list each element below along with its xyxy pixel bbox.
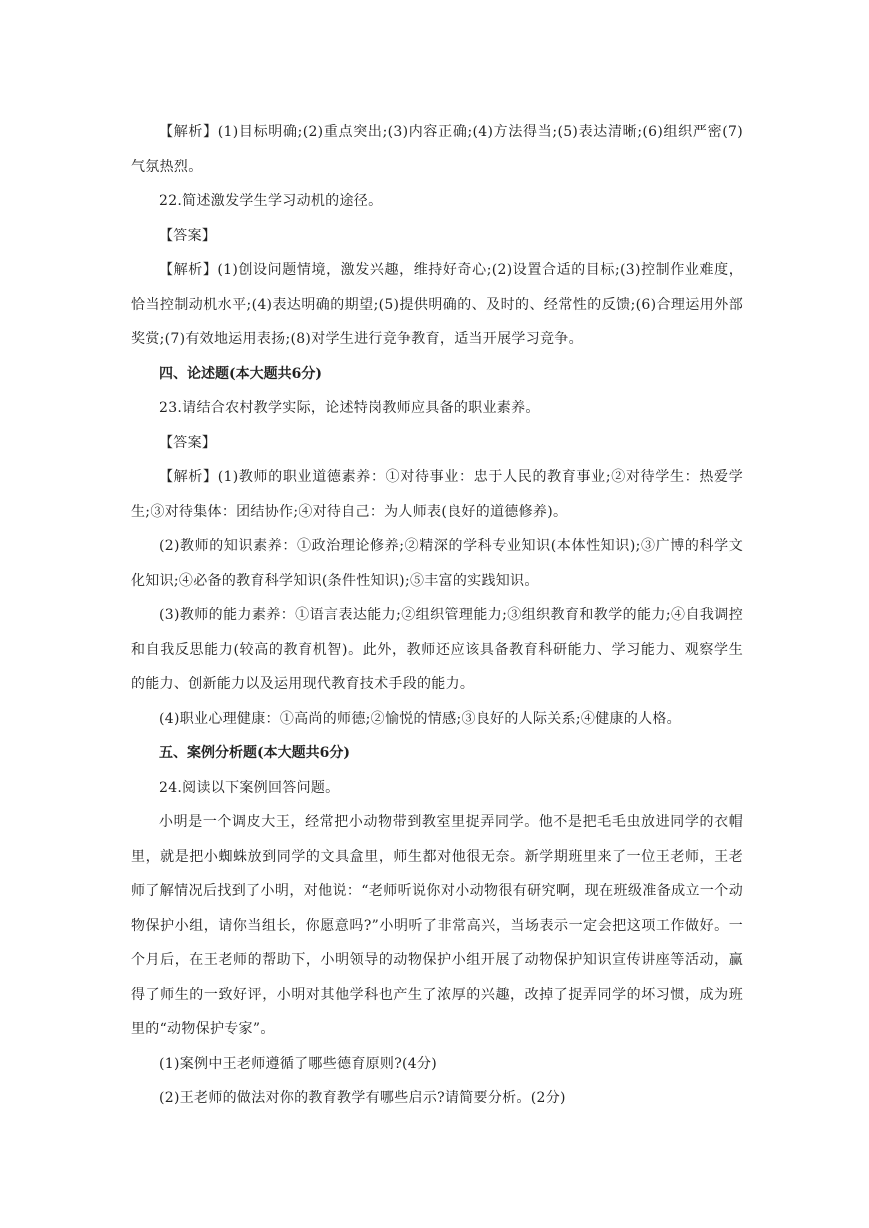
- answer-analysis-23-part3: (3)教师的能力素养：①语言表达能力;②组织管理能力;③组织教育和教学的能力;④自我调控和自我反思能力(较高的教育机智)。此外，教师还应该具备教育科研能力、学习能力、观察学生的能力、创新能力以及运用现代教育技术手段的能力。: [131, 607, 743, 692]
- answer-analysis-23-part2: (2)教师的知识素养：①政治理论修养;②精深的学科专业知识(本体性知识);③广博的科学文化知识;④必备的教育科学知识(条件性知识);⑤丰富的实践知识。: [131, 538, 743, 589]
- document-body: [131, 115, 743, 1116]
- question-22: 22.简述激发学生学习动机的途径。: [159, 193, 383, 209]
- answer-analysis-22: 【解析】(1)创设问题情境，激发兴趣，维持好奇心;(2)设置合适的目标;(3)控制作业难度，恰当控制动机水平;(4)表达明确的期望;(5)提供明确的、及时的、经常性的反馈;(6)合理运用外部奖赏;(7)有效地运用表扬;(8)对学生进行竞争教育，适当开展学习竞争。: [131, 262, 743, 347]
- question-24: 24.阅读以下案例回答问题。: [159, 779, 340, 796]
- answer-label-22: 【答案】: [159, 227, 217, 244]
- sub-question-1: (1)案例中王老师遵循了哪些德育原则?(4分): [159, 1055, 438, 1072]
- section-heading-essay: 四、论述题(本大题共6分): [159, 365, 322, 382]
- question-23: 23.请结合农村教学实际，论述特岗教师应具备的职业素养。: [159, 400, 540, 416]
- section-heading-case-analysis: 五、案例分析题(本大题共6分): [159, 745, 350, 761]
- sub-question-2: (2)王老师的做法对你的教育教学有哪些启示?请简要分析。(2分): [159, 1090, 566, 1106]
- answer-analysis-21: 【解析】(1)目标明确;(2)重点突出;(3)内容正确;(4)方法得当;(5)表达清晰;(6)组织严密(7)气氛热烈。: [131, 124, 743, 175]
- answer-analysis-23-part4: (4)职业心理健康：①高尚的师德;②愉悦的情感;③良好的人际关系;④健康的人格。: [159, 710, 681, 727]
- answer-label-23: 【答案】: [159, 434, 217, 451]
- case-passage: 小明是一个调皮大王，经常把小动物带到教室里捉弄同学。他不是把毛毛虫放进同学的衣帽里，就是把小蜘蛛放到同学的文具盒里，师生都对他很无奈。新学期班里来了一位王老师，王老师了解情况后找到了小明，对他说：“老师听说你对小动物很有研究啊，现在班级准备成立一个动物保护小组，请你当组长，你愿意吗?”小明听了非常高兴，当场表示一定会把这项工作做好。一个月后，在王老师的帮助下，小明领导的动物保护小组开展了动物保护知识宣传讲座等活动，赢得了师生的一致好评，小明对其他学科也产生了浓厚的兴趣，改掉了捉弄同学的坏习惯，成为班里的“动物保护专家”。: [131, 814, 743, 1037]
- answer-analysis-23-part1: 【解析】(1)教师的职业道德素养：①对待事业：忠于人民的教育事业;②对待学生：热爱学生;③对待集体：团结协作;④对待自己：为人师表(良好的道德修养)。: [131, 469, 743, 520]
